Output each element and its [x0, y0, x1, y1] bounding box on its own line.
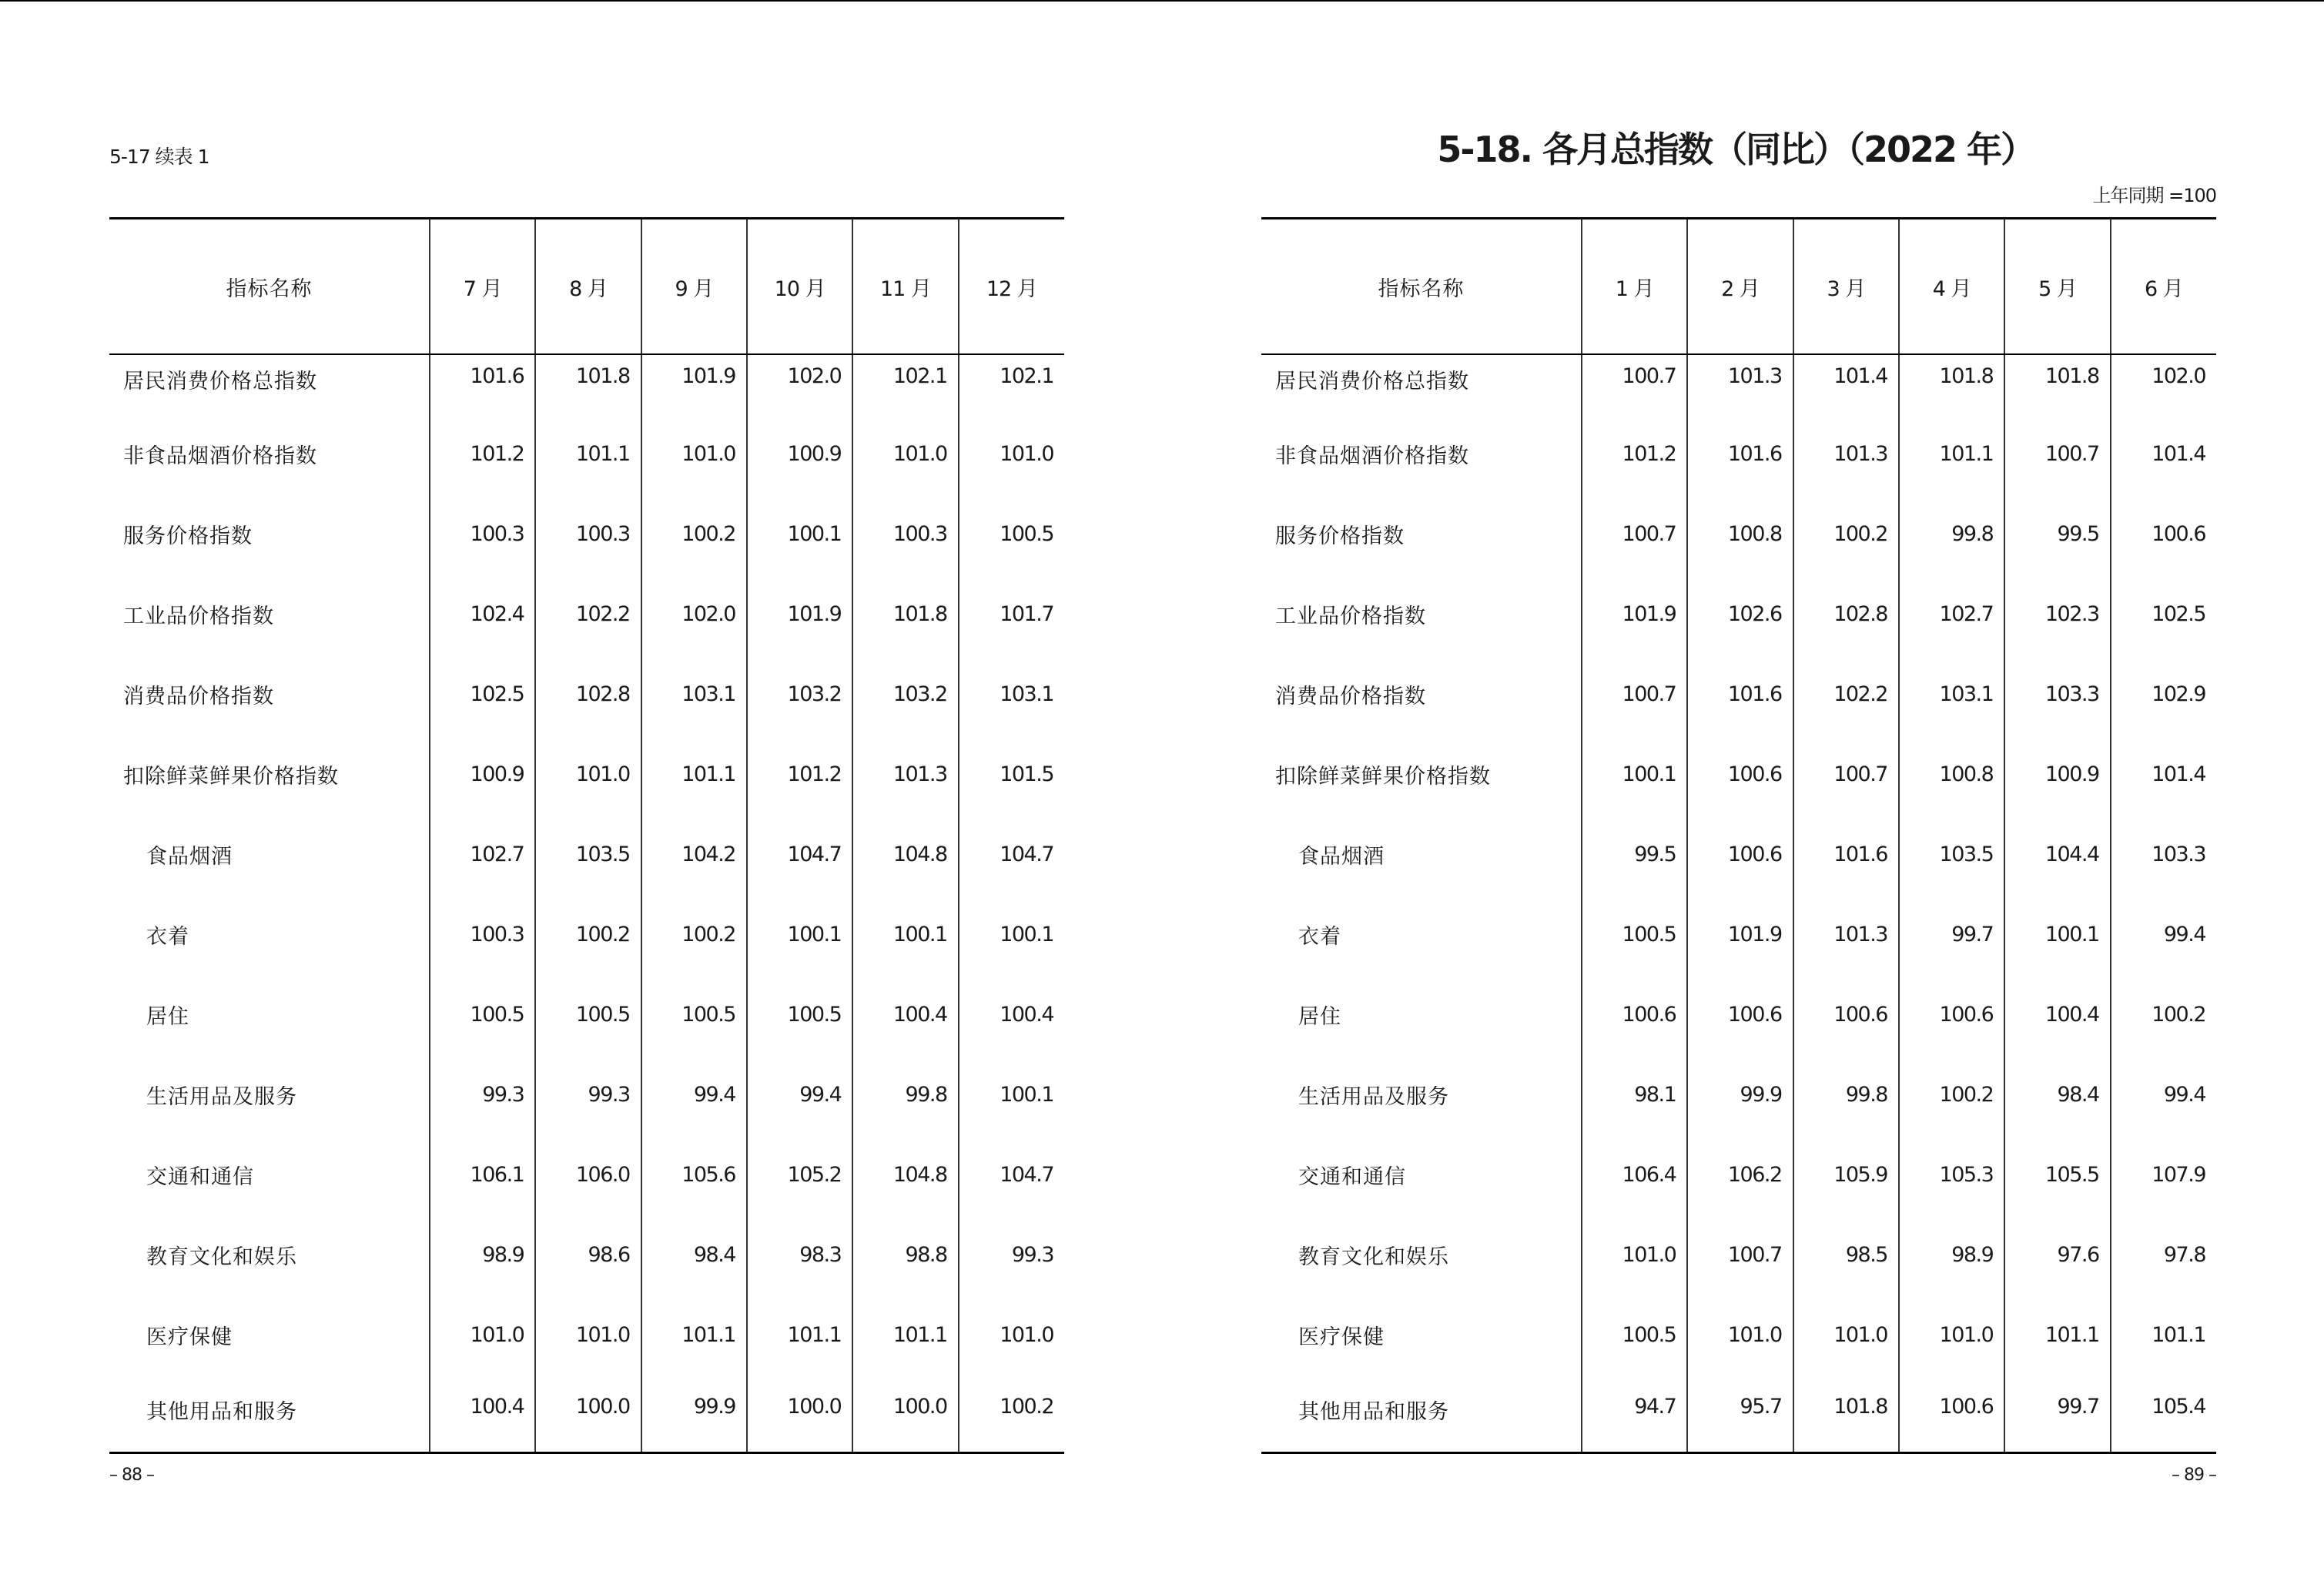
table-cell-value: 104.7: [959, 814, 1064, 894]
table-cell-value: 102.1: [959, 354, 1064, 414]
table-cell-value: 101.4: [2111, 414, 2216, 494]
table-cell-value: 100.7: [1582, 654, 1687, 734]
row-label: 其他用品和服务: [1298, 1400, 1449, 1424]
table-cell-value: 104.7: [747, 814, 852, 894]
table-cell-value: 104.4: [2004, 814, 2110, 894]
table-cell-value: 100.2: [641, 494, 747, 574]
table-cell-value: 98.8: [852, 1214, 958, 1295]
table-cell-value: 100.4: [959, 974, 1064, 1054]
table-row: [1261, 1214, 2216, 1295]
table-cell-value: 100.4: [852, 974, 958, 1054]
table-cell-value: 100.3: [430, 494, 535, 574]
continuation-label: 5-17 续表 1: [109, 146, 209, 168]
table-cell-value: 100.5: [747, 974, 852, 1054]
table-cell-value: 105.2: [747, 1134, 852, 1214]
table-cell-value: 104.7: [959, 1134, 1064, 1214]
table-cell-value: 100.3: [852, 494, 958, 574]
table-row: [109, 494, 1064, 574]
table-cell-value: 100.5: [959, 494, 1064, 574]
row-label: 生活用品及服务: [1298, 1084, 1449, 1109]
table-cell-value: 101.2: [747, 734, 852, 814]
column-header-month: 12 月: [959, 219, 1064, 355]
left-data-table: [109, 217, 1064, 1454]
table-cell-value: 103.1: [959, 654, 1064, 734]
table-cell-value: 101.0: [641, 414, 747, 494]
table-cell-value: 101.4: [2111, 734, 2216, 814]
table-cell-value: 97.8: [2111, 1214, 2216, 1295]
table-cell-value: 100.1: [747, 494, 852, 574]
row-label: 非食品烟酒价格指数: [1275, 444, 1469, 468]
right-table-body: [1261, 354, 2216, 1453]
table-row: [1261, 894, 2216, 974]
table-cell-value: 100.2: [535, 894, 641, 974]
table-cell-value: 102.7: [1899, 574, 2004, 654]
table-cell-value: 99.4: [641, 1054, 747, 1134]
table-cell-value: 100.6: [1899, 974, 2004, 1054]
table-cell-value: 100.2: [641, 894, 747, 974]
table-row: [109, 1214, 1064, 1295]
table-row: [109, 1375, 1064, 1453]
page-number: – 89 –: [2172, 1466, 2216, 1485]
table-cell-value: 101.0: [535, 734, 641, 814]
column-header-month: 4 月: [1899, 219, 2004, 355]
table-cell-value: 100.2: [2111, 974, 2216, 1054]
table-row: [109, 894, 1064, 974]
table-cell-value: 104.8: [852, 1134, 958, 1214]
table-cell-value: 102.7: [430, 814, 535, 894]
table-row: [1261, 654, 2216, 734]
table-cell-value: 99.3: [535, 1054, 641, 1134]
table-row: [1261, 1295, 2216, 1375]
row-label: 服务价格指数: [1275, 524, 1405, 548]
table-cell-value: 101.2: [430, 414, 535, 494]
table-cell-value: 103.3: [2004, 654, 2110, 734]
table-cell-value: 100.5: [1582, 1295, 1687, 1375]
left-page: [109, 0, 1064, 1588]
table-cell-value: 101.0: [430, 1295, 535, 1375]
table-cell-value: 106.4: [1582, 1134, 1687, 1214]
table-cell-value: 101.9: [747, 574, 852, 654]
table-cell-value: 101.0: [1582, 1214, 1687, 1295]
table-cell-value: 100.0: [535, 1375, 641, 1453]
table-cell-value: 104.8: [852, 814, 958, 894]
column-header-month: 11 月: [852, 219, 958, 355]
row-label: 服务价格指数: [123, 524, 253, 548]
row-label: 消费品价格指数: [123, 684, 274, 709]
table-cell-value: 99.5: [2004, 494, 2110, 574]
table-cell-value: 100.7: [2004, 414, 2110, 494]
table-cell-value: 94.7: [1582, 1375, 1687, 1453]
table-cell-value: 101.4: [1793, 354, 1899, 414]
table-cell-value: 99.9: [1687, 1054, 1793, 1134]
table-cell-value: 101.8: [2004, 354, 2110, 414]
table-cell-value: 100.6: [2111, 494, 2216, 574]
table-cell-value: 99.3: [430, 1054, 535, 1134]
table-row: [1261, 1134, 2216, 1214]
table-cell-value: 98.4: [2004, 1054, 2110, 1134]
table-cell-value: 98.4: [641, 1214, 747, 1295]
table-cell-value: 101.1: [747, 1295, 852, 1375]
table-cell-value: 106.0: [535, 1134, 641, 1214]
row-label: 教育文化和娱乐: [146, 1245, 297, 1269]
table-row: [1261, 574, 2216, 654]
table-cell-value: 100.2: [1899, 1054, 2004, 1134]
table-cell-value: 101.0: [1793, 1295, 1899, 1375]
table-cell-value: 100.9: [2004, 734, 2110, 814]
table-cell-value: 101.6: [1687, 654, 1793, 734]
table-cell-value: 101.6: [1687, 414, 1793, 494]
table-cell-value: 105.3: [1899, 1134, 2004, 1214]
table-cell-value: 100.4: [2004, 974, 2110, 1054]
table-cell-value: 99.8: [1793, 1054, 1899, 1134]
table-row: [109, 414, 1064, 494]
table-row: [1261, 494, 2216, 574]
table-cell-value: 98.9: [1899, 1214, 2004, 1295]
table-header-row: [1261, 219, 2216, 355]
table-cell-value: 106.2: [1687, 1134, 1793, 1214]
column-header-month: 6 月: [2111, 219, 2216, 355]
row-label: 消费品价格指数: [1275, 684, 1426, 709]
table-cell-value: 102.4: [430, 574, 535, 654]
table-cell-value: 100.1: [2004, 894, 2110, 974]
table-cell-value: 101.0: [959, 1295, 1064, 1375]
table-cell-value: 103.1: [641, 654, 747, 734]
column-header-month: 10 月: [747, 219, 852, 355]
table-cell-value: 102.0: [2111, 354, 2216, 414]
table-cell-value: 101.3: [852, 734, 958, 814]
column-header-month: 7 月: [430, 219, 535, 355]
table-cell-value: 101.0: [1687, 1295, 1793, 1375]
row-label: 食品烟酒: [146, 844, 233, 869]
table-cell-value: 98.9: [430, 1214, 535, 1295]
table-cell-value: 100.2: [959, 1375, 1064, 1453]
table-cell-value: 101.6: [1793, 814, 1899, 894]
table-cell-value: 103.3: [2111, 814, 2216, 894]
table-cell-value: 101.5: [959, 734, 1064, 814]
table-row: [109, 1134, 1064, 1214]
table-cell-value: 101.8: [852, 574, 958, 654]
row-label: 居民消费价格总指数: [1275, 370, 1469, 394]
right-data-table: [1261, 217, 2216, 1454]
table-cell-value: 100.5: [641, 974, 747, 1054]
table-cell-value: 100.1: [747, 894, 852, 974]
table-cell-value: 99.8: [1899, 494, 2004, 574]
row-label: 工业品价格指数: [1275, 604, 1426, 628]
right-page: [1261, 0, 2216, 1588]
table-cell-value: 105.4: [2111, 1375, 2216, 1453]
table-cell-value: 101.0: [959, 414, 1064, 494]
left-table-body: [109, 354, 1064, 1453]
table-cell-value: 102.1: [852, 354, 958, 414]
row-label: 扣除鲜菜鲜果价格指数: [123, 764, 339, 789]
table-cell-value: 104.2: [641, 814, 747, 894]
table-cell-value: 102.5: [2111, 574, 2216, 654]
table-cell-value: 100.6: [1582, 974, 1687, 1054]
table-cell-value: 102.0: [747, 354, 852, 414]
table-cell-value: 105.9: [1793, 1134, 1899, 1214]
row-label: 衣着: [1298, 924, 1341, 949]
table-cell-value: 100.7: [1582, 494, 1687, 574]
table-cell-value: 99.9: [641, 1375, 747, 1453]
table-cell-value: 100.6: [1687, 814, 1793, 894]
table-row: [1261, 354, 2216, 414]
table-cell-value: 102.9: [2111, 654, 2216, 734]
table-cell-value: 100.6: [1687, 974, 1793, 1054]
table-cell-value: 102.8: [535, 654, 641, 734]
table-cell-value: 95.7: [1687, 1375, 1793, 1453]
table-cell-value: 101.1: [1899, 414, 2004, 494]
table-cell-value: 101.2: [1582, 414, 1687, 494]
table-cell-value: 101.0: [852, 414, 958, 494]
table-cell-value: 102.3: [2004, 574, 2110, 654]
row-label: 教育文化和娱乐: [1298, 1245, 1449, 1269]
table-cell-value: 102.5: [430, 654, 535, 734]
table-cell-value: 102.8: [1793, 574, 1899, 654]
row-label: 医疗保健: [146, 1325, 233, 1349]
table-cell-value: 100.8: [1899, 734, 2004, 814]
row-label: 居住: [1298, 1004, 1341, 1029]
table-cell-value: 100.0: [747, 1375, 852, 1453]
row-label: 居民消费价格总指数: [123, 370, 317, 394]
table-cell-value: 102.2: [1793, 654, 1899, 734]
table-cell-value: 101.0: [1899, 1295, 2004, 1375]
table-cell-value: 101.6: [430, 354, 535, 414]
column-header-name: 指标名称: [1261, 219, 1582, 355]
table-cell-value: 100.6: [1899, 1375, 2004, 1453]
table-cell-value: 97.6: [2004, 1214, 2110, 1295]
table-cell-value: 100.5: [535, 974, 641, 1054]
table-cell-value: 101.3: [1793, 894, 1899, 974]
table-cell-value: 103.5: [1899, 814, 2004, 894]
table-row: [1261, 414, 2216, 494]
table-cell-value: 100.1: [1582, 734, 1687, 814]
table-cell-value: 98.5: [1793, 1214, 1899, 1295]
base-note: 上年同期 =100: [2092, 185, 2216, 206]
table-row: [109, 734, 1064, 814]
column-header-month: 3 月: [1793, 219, 1899, 355]
table-cell-value: 101.1: [852, 1295, 958, 1375]
row-label: 非食品烟酒价格指数: [123, 444, 317, 468]
column-header-month: 9 月: [641, 219, 747, 355]
row-label: 其他用品和服务: [146, 1400, 297, 1424]
table-cell-value: 101.1: [2111, 1295, 2216, 1375]
table-cell-value: 102.0: [641, 574, 747, 654]
table-cell-value: 100.3: [535, 494, 641, 574]
table-cell-value: 101.9: [1582, 574, 1687, 654]
table-cell-value: 99.7: [1899, 894, 2004, 974]
row-label: 衣着: [146, 924, 189, 949]
table-title: 5-18. 各月总指数（同比）（2022 年）: [1437, 129, 2034, 170]
table-cell-value: 99.4: [2111, 894, 2216, 974]
table-cell-value: 101.8: [1899, 354, 2004, 414]
table-cell-value: 101.9: [641, 354, 747, 414]
table-cell-value: 102.2: [535, 574, 641, 654]
table-cell-value: 100.9: [430, 734, 535, 814]
table-cell-value: 100.0: [852, 1375, 958, 1453]
column-header-month: 8 月: [535, 219, 641, 355]
table-cell-value: 101.8: [1793, 1375, 1899, 1453]
table-row: [109, 654, 1064, 734]
table-cell-value: 99.4: [2111, 1054, 2216, 1134]
table-cell-value: 106.1: [430, 1134, 535, 1214]
table-cell-value: 105.5: [2004, 1134, 2110, 1214]
table-cell-value: 100.2: [1793, 494, 1899, 574]
table-cell-value: 98.1: [1582, 1054, 1687, 1134]
table-cell-value: 105.6: [641, 1134, 747, 1214]
column-header-month: 1 月: [1582, 219, 1687, 355]
table-cell-value: 100.7: [1582, 354, 1687, 414]
table-cell-value: 99.7: [2004, 1375, 2110, 1453]
table-cell-value: 101.1: [535, 414, 641, 494]
table-cell-value: 99.3: [959, 1214, 1064, 1295]
table-cell-value: 99.5: [1582, 814, 1687, 894]
table-cell-value: 100.4: [430, 1375, 535, 1453]
table-cell-value: 101.1: [2004, 1295, 2110, 1375]
table-header-row: [109, 219, 1064, 355]
table-row: [1261, 734, 2216, 814]
table-cell-value: 103.2: [747, 654, 852, 734]
table-cell-value: 101.3: [1687, 354, 1793, 414]
row-label: 居住: [146, 1004, 189, 1029]
table-cell-value: 100.8: [1687, 494, 1793, 574]
table-cell-value: 100.6: [1793, 974, 1899, 1054]
table-cell-value: 100.7: [1793, 734, 1899, 814]
table-cell-value: 100.5: [430, 974, 535, 1054]
table-row: [1261, 1375, 2216, 1453]
table-cell-value: 101.9: [1687, 894, 1793, 974]
table-cell-value: 100.9: [747, 414, 852, 494]
table-cell-value: 100.3: [430, 894, 535, 974]
table-row: [109, 354, 1064, 414]
table-cell-value: 102.6: [1687, 574, 1793, 654]
column-header-month: 5 月: [2004, 219, 2110, 355]
table-cell-value: 98.6: [535, 1214, 641, 1295]
table-cell-value: 100.6: [1687, 734, 1793, 814]
table-row: [109, 814, 1064, 894]
table-cell-value: 100.1: [852, 894, 958, 974]
table-cell-value: 103.5: [535, 814, 641, 894]
row-label: 医疗保健: [1298, 1325, 1385, 1349]
table-cell-value: 101.3: [1793, 414, 1899, 494]
table-row: [1261, 814, 2216, 894]
table-cell-value: 98.3: [747, 1214, 852, 1295]
table-cell-value: 101.1: [641, 1295, 747, 1375]
page-number: – 88 –: [109, 1466, 154, 1485]
table-cell-value: 100.7: [1687, 1214, 1793, 1295]
column-header-name: 指标名称: [109, 219, 430, 355]
table-cell-value: 101.1: [641, 734, 747, 814]
table-cell-value: 99.4: [747, 1054, 852, 1134]
table-cell-value: 100.1: [959, 1054, 1064, 1134]
table-cell-value: 103.1: [1899, 654, 2004, 734]
table-cell-value: 101.0: [535, 1295, 641, 1375]
table-cell-value: 107.9: [2111, 1134, 2216, 1214]
row-label: 食品烟酒: [1298, 844, 1385, 869]
table-row: [109, 1054, 1064, 1134]
table-row: [1261, 974, 2216, 1054]
table-cell-value: 103.2: [852, 654, 958, 734]
column-header-month: 2 月: [1687, 219, 1793, 355]
table-row: [1261, 1054, 2216, 1134]
table-row: [109, 574, 1064, 654]
row-label: 工业品价格指数: [123, 604, 274, 628]
row-label: 生活用品及服务: [146, 1084, 297, 1109]
row-label: 扣除鲜菜鲜果价格指数: [1275, 764, 1491, 789]
row-label: 交通和通信: [146, 1164, 254, 1189]
table-row: [109, 1295, 1064, 1375]
row-label: 交通和通信: [1298, 1164, 1406, 1189]
table-cell-value: 101.8: [535, 354, 641, 414]
table-cell-value: 101.7: [959, 574, 1064, 654]
table-cell-value: 99.8: [852, 1054, 958, 1134]
table-cell-value: 100.5: [1582, 894, 1687, 974]
table-cell-value: 100.1: [959, 894, 1064, 974]
table-row: [109, 974, 1064, 1054]
